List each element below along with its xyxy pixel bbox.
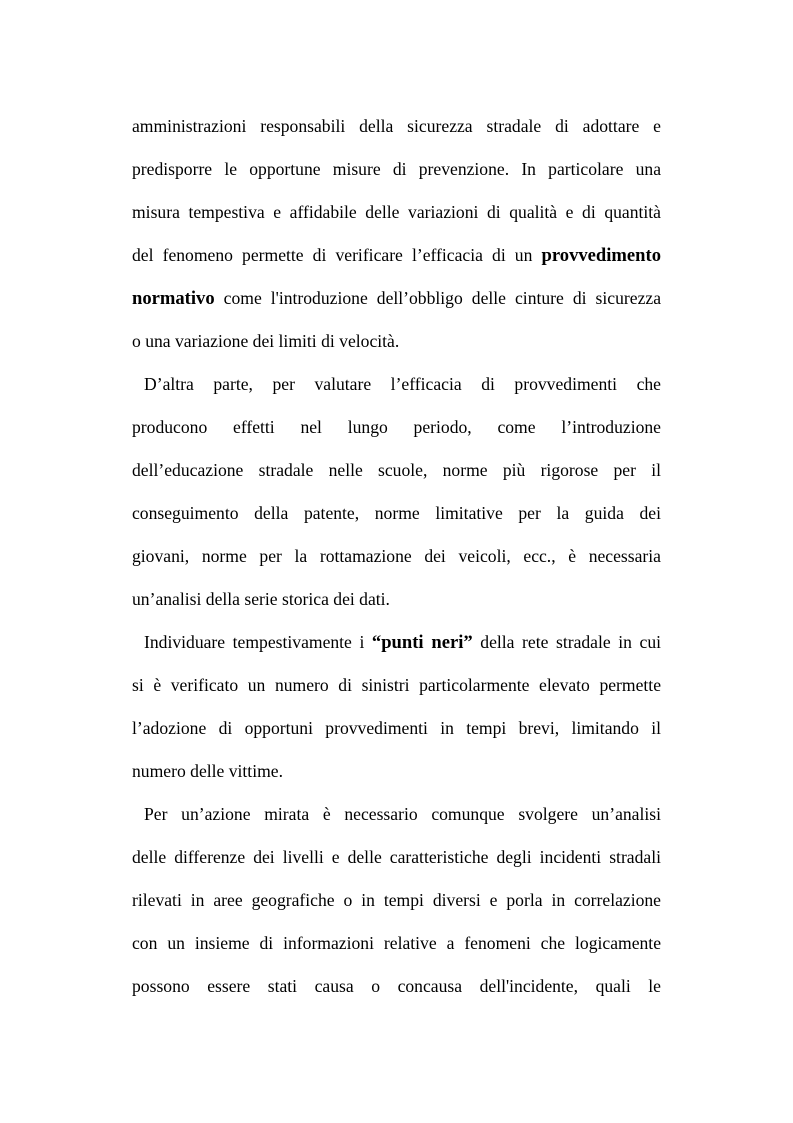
- text-line: rilevati in aree geografiche o in tempi diversi e porla in correlazione: [132, 890, 661, 910]
- emphasis-term: “punti neri”: [371, 632, 473, 653]
- text-line: giovani, norme per la rottamazione dei veicoli, ecc., è necessaria: [132, 546, 661, 566]
- text-line: l’adozione di opportuni provvedimenti in tempi brevi, limitando il: [132, 718, 661, 738]
- text-line: si è verificato un numero di sinistri particolarmente elevato permette: [132, 675, 661, 695]
- paragraph-first-line: Per un’azione mirata è necessario comunque svolgere un’analisi: [144, 804, 661, 824]
- emphasis-term: normativo: [132, 288, 215, 309]
- text-line: misura tempestiva e affidabile delle variazioni di qualità e di quantità: [132, 202, 661, 222]
- text-line: del fenomeno permette di verificare l’efficacia di un provvedimento: [132, 245, 661, 266]
- text-line: amministrazioni responsabili della sicurezza stradale di adottare e: [132, 116, 661, 136]
- text-line: conseguimento della patente, norme limitative per la guida dei: [132, 503, 661, 523]
- text-line: possono essere stati causa o concausa dell'incidente, quali le: [132, 976, 661, 996]
- paragraph-first-line: D’altra parte, per valutare l’efficacia di provvedimenti che: [144, 374, 661, 394]
- emphasis-term: provvedimento: [541, 245, 661, 266]
- text-line: dell’educazione stradale nelle scuole, norme più rigorose per il: [132, 460, 661, 480]
- text-line: producono effetti nel lungo periodo, come l’introduzione: [132, 417, 661, 437]
- text-line: un’analisi della serie storica dei dati.: [132, 589, 390, 609]
- body-text: [132, 112, 661, 1015]
- text-line: delle differenze dei livelli e delle caratteristiche degli incidenti stradali: [132, 847, 661, 867]
- text-line: predisporre le opportune misure di prevenzione. In particolare una: [132, 159, 661, 179]
- text-line: o una variazione dei limiti di velocità.: [132, 331, 400, 351]
- text-line: con un insieme di informazioni relative a fenomeni che logicamente: [132, 933, 661, 953]
- text-line: normativo come l'introduzione dell’obbligo delle cinture di sicurezza: [132, 288, 661, 309]
- text-line: numero delle vittime.: [132, 761, 283, 781]
- paragraph-first-line: Individuare tempestivamente i “punti neri” della rete stradale in cui: [144, 632, 662, 653]
